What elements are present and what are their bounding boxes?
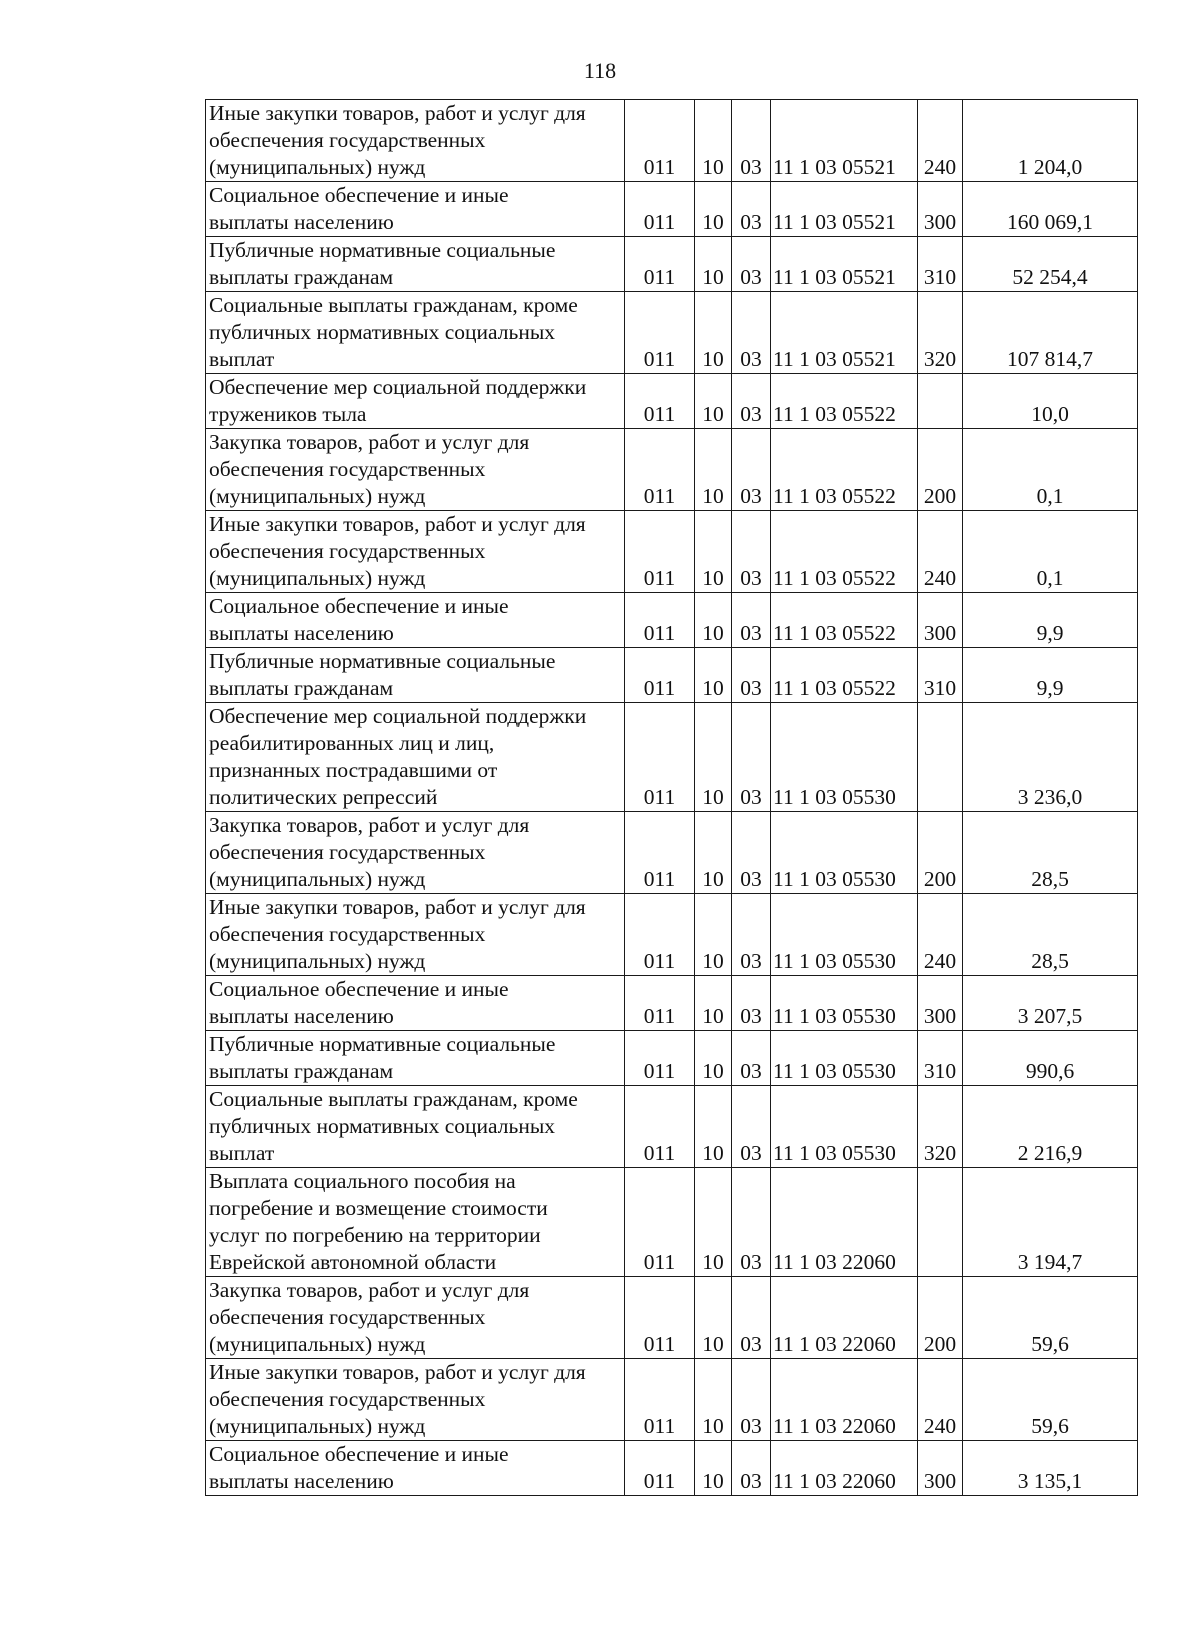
row-description: Обеспечение мер социальной поддержки реабилитированных лиц и лиц, признанных пострадавшими от политических репрессий (206, 703, 625, 812)
table-row (206, 1359, 1138, 1441)
row-section-code: 10 (695, 237, 732, 292)
row-expense-type-code: 240 (918, 1359, 963, 1441)
table-row (206, 894, 1138, 976)
row-expense-type-code: 240 (918, 894, 963, 976)
row-grbs-code: 011 (625, 1086, 695, 1168)
row-target-article-code: 11 1 03 05521 (771, 292, 918, 374)
table-row (206, 1277, 1138, 1359)
row-description: Социальное обеспечение и иные выплаты населению (206, 1441, 625, 1496)
row-target-article-code: 11 1 03 22060 (771, 1359, 918, 1441)
row-section-code: 10 (695, 593, 732, 648)
row-grbs-code: 011 (625, 429, 695, 511)
row-target-article-code: 11 1 03 05522 (771, 593, 918, 648)
row-subsection-code: 03 (732, 237, 771, 292)
row-subsection-code: 03 (732, 1359, 771, 1441)
budget-table (205, 99, 1138, 1496)
row-expense-type-code: 200 (918, 812, 963, 894)
row-section-code: 10 (695, 1031, 732, 1086)
row-amount: 3 135,1 (963, 1441, 1138, 1496)
table-row (206, 237, 1138, 292)
row-grbs-code: 011 (625, 237, 695, 292)
row-subsection-code: 03 (732, 1277, 771, 1359)
row-amount: 10,0 (963, 374, 1138, 429)
row-grbs-code: 011 (625, 1277, 695, 1359)
row-description: Закупка товаров, работ и услуг для обеспечения государственных (муниципальных) нужд (206, 812, 625, 894)
row-amount: 3 194,7 (963, 1168, 1138, 1277)
row-expense-type-code: 200 (918, 1277, 963, 1359)
table-row (206, 1168, 1138, 1277)
row-grbs-code: 011 (625, 976, 695, 1031)
row-amount: 3 207,5 (963, 976, 1138, 1031)
row-section-code: 10 (695, 292, 732, 374)
row-subsection-code: 03 (732, 182, 771, 237)
table-row (206, 511, 1138, 593)
row-target-article-code: 11 1 03 05530 (771, 1086, 918, 1168)
row-amount: 52 254,4 (963, 237, 1138, 292)
row-target-article-code: 11 1 03 05521 (771, 100, 918, 182)
row-subsection-code: 03 (732, 1168, 771, 1277)
row-amount: 59,6 (963, 1359, 1138, 1441)
row-expense-type-code: 300 (918, 976, 963, 1031)
row-section-code: 10 (695, 1277, 732, 1359)
row-grbs-code: 011 (625, 374, 695, 429)
row-subsection-code: 03 (732, 812, 771, 894)
row-description: Социальное обеспечение и иные выплаты населению (206, 593, 625, 648)
row-target-article-code: 11 1 03 22060 (771, 1168, 918, 1277)
row-target-article-code: 11 1 03 22060 (771, 1441, 918, 1496)
row-description: Публичные нормативные социальные выплаты гражданам (206, 648, 625, 703)
row-section-code: 10 (695, 648, 732, 703)
row-description: Выплата социального пособия на погребение и возмещение стоимости услуг по погребению на территории Еврейской автономной области (206, 1168, 625, 1277)
table-row (206, 374, 1138, 429)
page-number: 118 (583, 58, 617, 83)
row-target-article-code: 11 1 03 05522 (771, 511, 918, 593)
table-row (206, 648, 1138, 703)
table-row (206, 182, 1138, 237)
row-amount: 9,9 (963, 593, 1138, 648)
table-body (206, 100, 1138, 1496)
row-description: Иные закупки товаров, работ и услуг для обеспечения государственных (муниципальных) нужд (206, 894, 625, 976)
row-expense-type-code: 310 (918, 648, 963, 703)
row-expense-type-code (918, 374, 963, 429)
row-expense-type-code: 300 (918, 1441, 963, 1496)
row-target-article-code: 11 1 03 22060 (771, 1277, 918, 1359)
row-expense-type-code: 300 (918, 593, 963, 648)
row-section-code: 10 (695, 976, 732, 1031)
row-amount: 28,5 (963, 812, 1138, 894)
row-description: Обеспечение мер социальной поддержки тружеников тыла (206, 374, 625, 429)
row-section-code: 10 (695, 703, 732, 812)
row-target-article-code: 11 1 03 05521 (771, 237, 918, 292)
table-row (206, 976, 1138, 1031)
row-target-article-code: 11 1 03 05530 (771, 703, 918, 812)
row-target-article-code: 11 1 03 05522 (771, 648, 918, 703)
row-section-code: 10 (695, 1441, 732, 1496)
table-row (206, 429, 1138, 511)
table-row (206, 703, 1138, 812)
row-grbs-code: 011 (625, 1441, 695, 1496)
row-grbs-code: 011 (625, 703, 695, 812)
table-row (206, 1441, 1138, 1496)
row-expense-type-code (918, 703, 963, 812)
row-expense-type-code: 240 (918, 511, 963, 593)
row-amount: 0,1 (963, 429, 1138, 511)
row-grbs-code: 011 (625, 894, 695, 976)
row-amount: 9,9 (963, 648, 1138, 703)
row-grbs-code: 011 (625, 812, 695, 894)
table-row (206, 1031, 1138, 1086)
row-description: Публичные нормативные социальные выплаты гражданам (206, 237, 625, 292)
row-subsection-code: 03 (732, 1031, 771, 1086)
row-target-article-code: 11 1 03 05530 (771, 1031, 918, 1086)
row-amount: 2 216,9 (963, 1086, 1138, 1168)
row-grbs-code: 011 (625, 182, 695, 237)
row-target-article-code: 11 1 03 05522 (771, 429, 918, 511)
row-description: Иные закупки товаров, работ и услуг для обеспечения государственных (муниципальных) нужд (206, 1359, 625, 1441)
row-description: Публичные нормативные социальные выплаты гражданам (206, 1031, 625, 1086)
row-grbs-code: 011 (625, 1168, 695, 1277)
row-expense-type-code (918, 1168, 963, 1277)
row-expense-type-code: 240 (918, 100, 963, 182)
row-section-code: 10 (695, 1359, 732, 1441)
row-section-code: 10 (695, 894, 732, 976)
row-subsection-code: 03 (732, 511, 771, 593)
row-subsection-code: 03 (732, 374, 771, 429)
row-description: Социальные выплаты гражданам, кроме публичных нормативных социальных выплат (206, 292, 625, 374)
row-grbs-code: 011 (625, 593, 695, 648)
row-subsection-code: 03 (732, 100, 771, 182)
row-subsection-code: 03 (732, 429, 771, 511)
row-subsection-code: 03 (732, 593, 771, 648)
table-row (206, 100, 1138, 182)
row-amount: 0,1 (963, 511, 1138, 593)
row-subsection-code: 03 (732, 1086, 771, 1168)
row-amount: 160 069,1 (963, 182, 1138, 237)
row-subsection-code: 03 (732, 292, 771, 374)
row-section-code: 10 (695, 100, 732, 182)
row-description: Социальное обеспечение и иные выплаты населению (206, 182, 625, 237)
row-description: Иные закупки товаров, работ и услуг для обеспечения государственных (муниципальных) нужд (206, 511, 625, 593)
row-description: Закупка товаров, работ и услуг для обеспечения государственных (муниципальных) нужд (206, 1277, 625, 1359)
row-section-code: 10 (695, 182, 732, 237)
table-row (206, 1086, 1138, 1168)
row-amount: 990,6 (963, 1031, 1138, 1086)
row-expense-type-code: 310 (918, 1031, 963, 1086)
row-description: Закупка товаров, работ и услуг для обеспечения государственных (муниципальных) нужд (206, 429, 625, 511)
row-description: Социальное обеспечение и иные выплаты населению (206, 976, 625, 1031)
row-section-code: 10 (695, 1168, 732, 1277)
row-subsection-code: 03 (732, 894, 771, 976)
table-row (206, 812, 1138, 894)
row-grbs-code: 011 (625, 1031, 695, 1086)
row-description: Социальные выплаты гражданам, кроме публичных нормативных социальных выплат (206, 1086, 625, 1168)
row-section-code: 10 (695, 374, 732, 429)
table-row (206, 593, 1138, 648)
row-amount: 3 236,0 (963, 703, 1138, 812)
row-section-code: 10 (695, 1086, 732, 1168)
row-subsection-code: 03 (732, 648, 771, 703)
row-description: Иные закупки товаров, работ и услуг для обеспечения государственных (муниципальных) нужд (206, 100, 625, 182)
row-grbs-code: 011 (625, 648, 695, 703)
row-target-article-code: 11 1 03 05522 (771, 374, 918, 429)
row-amount: 59,6 (963, 1277, 1138, 1359)
row-grbs-code: 011 (625, 292, 695, 374)
row-target-article-code: 11 1 03 05530 (771, 976, 918, 1031)
row-expense-type-code: 200 (918, 429, 963, 511)
row-amount: 28,5 (963, 894, 1138, 976)
row-grbs-code: 011 (625, 511, 695, 593)
row-section-code: 10 (695, 812, 732, 894)
row-expense-type-code: 300 (918, 182, 963, 237)
row-expense-type-code: 310 (918, 237, 963, 292)
row-section-code: 10 (695, 429, 732, 511)
row-target-article-code: 11 1 03 05521 (771, 182, 918, 237)
row-subsection-code: 03 (732, 703, 771, 812)
table-row (206, 292, 1138, 374)
row-grbs-code: 011 (625, 100, 695, 182)
row-grbs-code: 011 (625, 1359, 695, 1441)
row-amount: 1 204,0 (963, 100, 1138, 182)
row-subsection-code: 03 (732, 1441, 771, 1496)
row-target-article-code: 11 1 03 05530 (771, 894, 918, 976)
row-amount: 107 814,7 (963, 292, 1138, 374)
row-expense-type-code: 320 (918, 292, 963, 374)
row-target-article-code: 11 1 03 05530 (771, 812, 918, 894)
row-expense-type-code: 320 (918, 1086, 963, 1168)
row-section-code: 10 (695, 511, 732, 593)
row-subsection-code: 03 (732, 976, 771, 1031)
